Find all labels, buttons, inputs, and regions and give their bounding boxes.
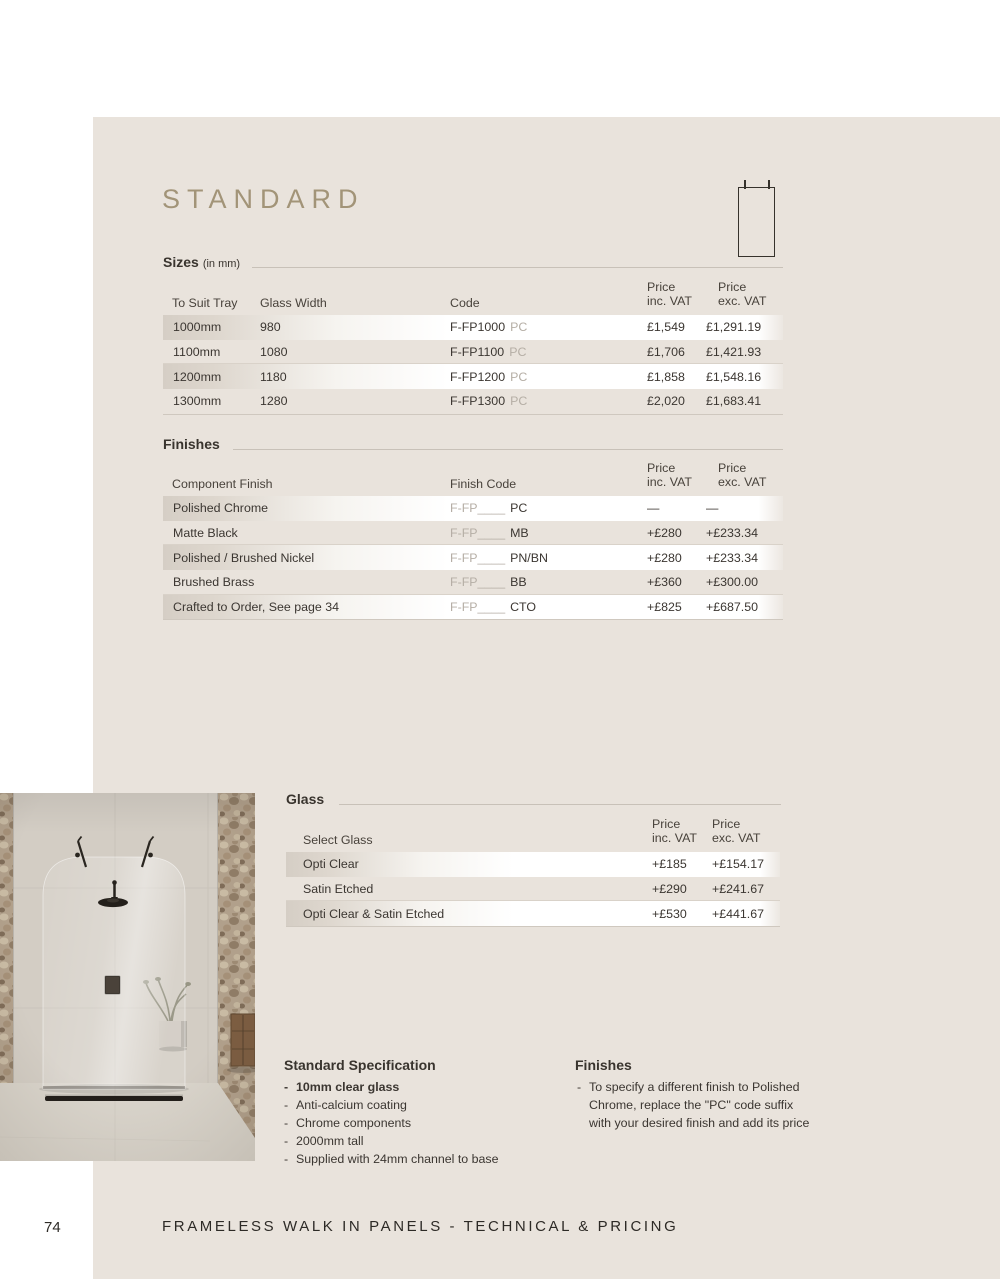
finishes-note-line: - To specify a different finish to Polished: [577, 1080, 800, 1094]
cell-price-inc: +£825: [647, 600, 682, 615]
cell-finish-code: F-FP____ PC: [450, 501, 528, 516]
cell-select-glass: Opti Clear & Satin Etched: [303, 906, 445, 921]
table-row: [163, 340, 783, 365]
finishes-note-line: with your desired finish and add its price: [589, 1116, 810, 1130]
cell-price-inc: +£185: [652, 857, 687, 872]
panel-diagram-icon: [738, 187, 775, 257]
spec-list: [284, 1078, 499, 1168]
cell-glass-width: 1180: [260, 369, 287, 384]
table-row: [163, 595, 783, 620]
cell-price-exc: +£300.00: [706, 574, 759, 589]
cell-price-inc: +£360: [647, 574, 682, 589]
cell-code-suffix: PC: [510, 320, 528, 335]
cell-component-finish: Polished Chrome: [173, 501, 269, 516]
section-rule: [233, 449, 783, 450]
sizes-heading-note: (in mm): [202, 258, 241, 270]
cell-tray: 1000mm: [173, 320, 222, 335]
cell-code-prefix: F-FP____: [450, 550, 506, 565]
cell-code-prefix: F-FP____: [450, 600, 506, 615]
cell-price-inc: £1,549: [647, 320, 685, 335]
col-header-price-inc: Price inc. VAT: [652, 817, 697, 845]
table-row: [163, 545, 783, 570]
col-header-glass-width: Glass Width: [260, 296, 327, 310]
cell-code-suffix: PC: [510, 394, 528, 409]
spec-item: - Supplied with 24mm channel to base: [284, 1152, 499, 1166]
cell-finish-code: F-FP____ MB: [450, 525, 529, 540]
spec-item: - Anti-calcium coating: [284, 1098, 407, 1112]
table-row: [163, 315, 783, 340]
cell-code-prefix: F-FP____: [450, 501, 506, 516]
sizes-heading-text: Sizes: [163, 254, 199, 270]
finishes-note-list: [577, 1078, 809, 1132]
cell-tray: 1300mm: [173, 394, 222, 409]
table-row: [286, 901, 780, 926]
table-row: [163, 570, 783, 595]
cell-price-inc: +£280: [647, 550, 682, 565]
cell-tray: 1100mm: [173, 344, 221, 359]
cell-price-inc: £2,020: [647, 394, 685, 409]
table-row: [286, 877, 780, 902]
cell-code-prefix: F-FP____: [450, 525, 506, 540]
cell-code: F-FP1300 PC: [450, 394, 528, 409]
cell-finish-code: F-FP____ BB: [450, 574, 527, 589]
table-row: [163, 521, 783, 546]
glass-table: [286, 852, 780, 927]
cell-price-exc: +£687.50: [706, 600, 759, 615]
cell-glass-width: 1080: [260, 344, 288, 359]
cell-select-glass: Opti Clear: [303, 857, 359, 872]
shower-photo: [0, 793, 255, 1161]
col-header-price-inc: Price inc. VAT: [647, 461, 692, 489]
panel-diagram-tick-right: [768, 180, 770, 189]
cell-price-exc: £1,421.93: [706, 344, 762, 359]
finishes-table: [163, 496, 783, 620]
section-rule: [252, 267, 783, 268]
col-header-tray: To Suit Tray: [172, 296, 238, 310]
cell-component-finish: Polished / Brushed Nickel: [173, 550, 315, 565]
cell-price-inc: +£290: [652, 881, 687, 896]
section-rule: [339, 804, 781, 805]
cell-glass-width: 1280: [260, 394, 288, 409]
cell-price-exc: £1,548.16: [706, 369, 762, 384]
cell-price-exc: +£154.17: [712, 857, 765, 872]
cell-code: F-FP1100 PC: [450, 344, 527, 359]
sizes-section-heading: [163, 254, 240, 270]
cell-code: F-FP1000 PC: [450, 320, 528, 335]
cell-code: F-FP1200 PC: [450, 369, 528, 384]
footer-title: FRAMELESS WALK IN PANELS - TECHNICAL & PRICING: [162, 1218, 679, 1235]
col-header-price-exc: Price exc. VAT: [712, 817, 761, 845]
col-header-component-finish: Component Finish: [172, 477, 273, 491]
spec-heading: Standard Specification: [284, 1057, 436, 1073]
cell-price-exc: £1,291.19: [706, 320, 762, 335]
cell-price-inc: £1,706: [647, 344, 685, 359]
cell-component-finish: Matte Black: [173, 525, 238, 540]
cell-price-inc: —: [647, 501, 660, 516]
finishes-note-heading: Finishes: [575, 1057, 632, 1073]
cell-price-exc: +£233.34: [706, 550, 759, 565]
cell-price-exc: +£233.34: [706, 525, 759, 540]
cell-price-exc: —: [706, 501, 719, 516]
cell-code-suffix: PC: [510, 369, 528, 384]
cell-price-inc: +£530: [652, 906, 687, 921]
cell-component-finish: Brushed Brass: [173, 574, 255, 589]
cell-price-exc: +£441.67: [712, 906, 765, 921]
panel-diagram-tick-left: [744, 180, 746, 189]
spec-item: - 2000mm tall: [284, 1134, 364, 1148]
cell-glass-width: 980: [260, 320, 281, 335]
cell-finish-code: F-FP____ PN/BN: [450, 550, 548, 565]
cell-select-glass: Satin Etched: [303, 881, 374, 896]
table-row: [286, 852, 780, 877]
spec-item: - Chrome components: [284, 1116, 412, 1130]
col-header-select-glass: Select Glass: [303, 833, 373, 847]
finishes-section-heading: Finishes: [163, 436, 220, 452]
finishes-note-line: Chrome, replace the "PC" code suffix: [589, 1098, 794, 1112]
cell-component-finish: Crafted to Order, See page 34: [173, 600, 340, 615]
col-header-code: Code: [450, 296, 480, 310]
table-row: [163, 496, 783, 521]
table-row: [163, 389, 783, 414]
cell-price-exc: +£241.67: [712, 881, 765, 896]
cell-code-prefix: F-FP____: [450, 574, 506, 589]
cell-price-exc: £1,683.41: [706, 394, 762, 409]
cell-code-suffix: PC: [509, 344, 527, 359]
spec-item: - 10mm clear glass: [284, 1080, 400, 1094]
page-number: 74: [44, 1219, 61, 1236]
table-row: [163, 364, 783, 389]
sizes-table: [163, 315, 783, 415]
cell-tray: 1200mm: [173, 369, 222, 384]
col-header-price-inc: Price inc. VAT: [647, 280, 692, 308]
col-header-price-exc: Price exc. VAT: [718, 461, 767, 489]
cell-price-inc: +£280: [647, 525, 682, 540]
col-header-finish-code: Finish Code: [450, 477, 517, 491]
col-header-price-exc: Price exc. VAT: [718, 280, 767, 308]
cell-price-inc: £1,858: [647, 369, 685, 384]
glass-section-heading: Glass: [286, 791, 325, 807]
page-title: STANDARD: [162, 184, 365, 214]
cell-finish-code: F-FP____ CTO: [450, 600, 537, 615]
